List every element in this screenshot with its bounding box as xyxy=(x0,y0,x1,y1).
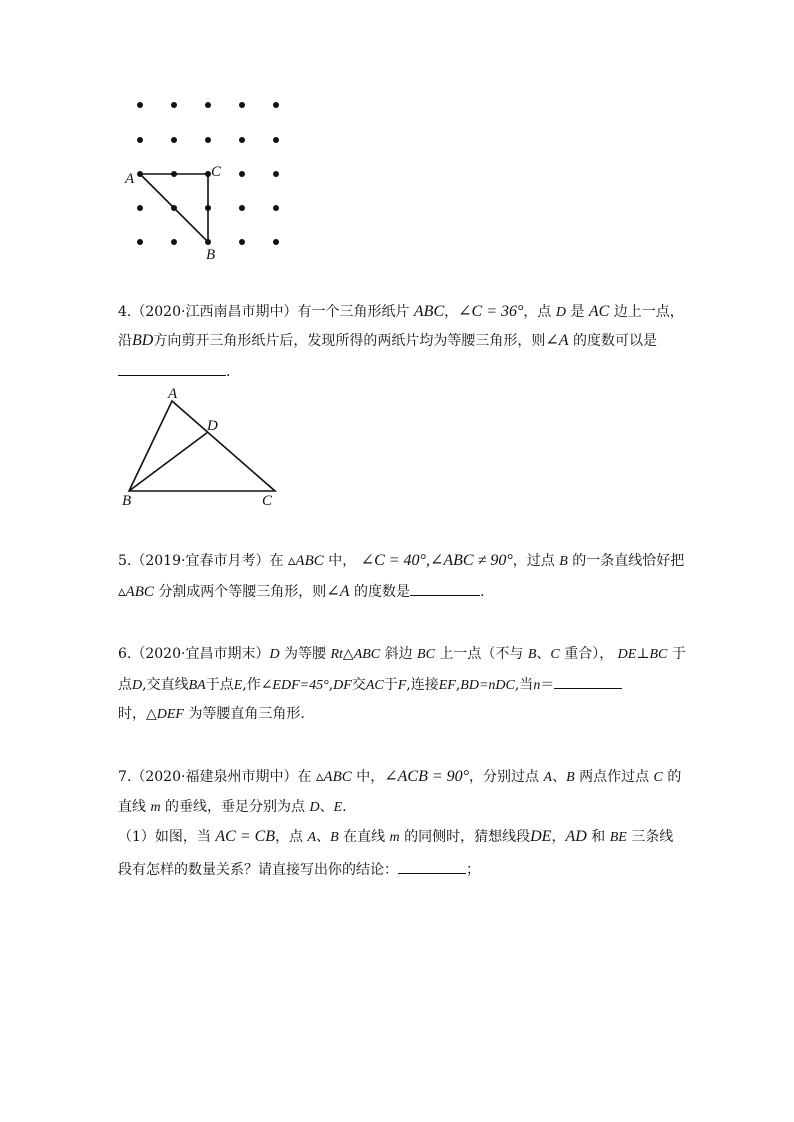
answer-blank-q4 xyxy=(118,361,226,376)
label-C: C xyxy=(262,493,273,509)
q7-part1-line2: 段有怎样的数量关系？请直接写出你的结论： ； xyxy=(118,859,480,880)
q7-line2: 直线 m 的垂线，垂足分别为点 D、E. xyxy=(118,799,347,815)
q7-part1-line1: （1）如图，当 AC = CB，点 A、B 在直线 m 的同侧时，猜想线段DE，AD 和 BE 三条线 xyxy=(118,828,674,845)
answer-blank-q7 xyxy=(398,859,466,874)
dot-grid-figure xyxy=(120,95,290,265)
q6-line3: 时，△DEF 为等腰直角三角形. xyxy=(118,706,305,722)
answer-blank-q5 xyxy=(410,581,480,596)
q5-line1: 5.（2019·宜春市月考）在 ▵ABC 中， ∠C = 40°,∠ABC ≠ 90°，过点 B 的一条直线恰好把 xyxy=(118,552,685,569)
label-A: A xyxy=(125,171,135,187)
q6-line1: 6.（2020·宜昌市期末）D 为等腰 Rt△ABC 斜边 BC 上一点（不与 B、C 重合）， DE⊥BC 于 xyxy=(118,646,686,662)
q6-line2: 点D,交直线BA于点E,作∠EDF=45°,DF交AC于F,连接EF,BD=nDC,当n＝ xyxy=(118,674,622,696)
triangle-abc-q4 xyxy=(129,401,275,491)
triangle-abc xyxy=(140,174,208,242)
q4-line1: 4.（2020·江西南昌市期中）有一个三角形纸片 ABC，∠C = 36°，点 D 是 AC 边上一点， xyxy=(118,303,684,320)
label-C: C xyxy=(211,164,222,180)
label-A: A xyxy=(168,386,178,402)
triangle-figure-q4 xyxy=(115,385,290,510)
label-B: B xyxy=(122,493,132,509)
q5-line2: ▵ABC 分割成两个等腰三角形，则∠A 的度数是 . xyxy=(118,583,485,600)
segment-bd xyxy=(129,432,208,491)
q4-line3: . xyxy=(118,361,230,382)
q7-line1: 7.（2020·福建泉州市期中）在 ▵ABC 中，∠ACB = 90°，分别过点 A、B 两点作过点 C 的 xyxy=(118,768,682,785)
q4-line2: 沿BD方向剪开三角形纸片后，发现所得的两纸片均为等腰三角形，则∠A 的度数可以是 xyxy=(118,332,657,349)
label-D: D xyxy=(207,418,218,434)
answer-blank-q6 xyxy=(554,674,622,689)
label-B: B xyxy=(206,247,216,263)
